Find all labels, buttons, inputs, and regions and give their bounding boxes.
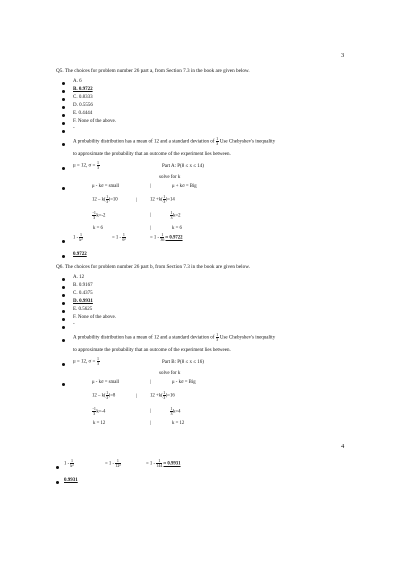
q5-dash: - — [73, 126, 75, 131]
q6-prompt-line2: to approximate the probability that an outcome of the experiment lies between. — [73, 348, 231, 353]
q6-choice-f: F. None of the above. — [73, 315, 116, 320]
q6-left-eq2: $\frac{-1}{3}$ k=-4 — [92, 406, 106, 416]
q5-prompt-line2: to approximate the probability that an outcome of the experiment lies between. — [73, 152, 231, 157]
q6-left-k: k = 12 — [93, 421, 106, 426]
q5-choice-c: C. 0.8333 — [73, 95, 93, 100]
q5-choice-b: B. 0.9722 — [73, 87, 93, 92]
q6-left-eq1: 12 – k( $\frac{1}{3}$ )=8 — [92, 390, 116, 400]
q6-calc-3: = 1 - $\frac{1}{144}$ ≈ 0.9931 — [146, 458, 181, 468]
q6-calc: 1 - $\frac{1}{\text{k²}}$ — [64, 458, 74, 468]
bullet-icon — [62, 240, 65, 243]
bullet-icon — [62, 302, 65, 305]
q5-prompt — [73, 137, 275, 146]
q6-choice-e: E. 0.5625 — [73, 307, 93, 312]
bullet-icon — [62, 143, 65, 146]
q5-choice-f: F. None of the above. — [73, 119, 116, 124]
bullet-icon — [56, 481, 59, 484]
q6-dash: - — [73, 322, 75, 327]
q6-sigma-fraction: $\frac{1}{3}$ — [97, 356, 100, 366]
q5-mu: μ = 12, σ = — [73, 163, 96, 169]
bullet-icon — [62, 122, 65, 125]
q6-choice-a: A. 12 — [73, 275, 85, 280]
bullet-icon — [62, 383, 65, 386]
q5-left-eq1: 12 – k( $\frac{1}{3}$ )=10 — [92, 194, 118, 204]
bullet-icon — [56, 466, 59, 469]
bullet-icon — [62, 167, 65, 170]
q6-solve: solve for k — [159, 371, 181, 376]
q6-right-eq2: $\frac{1}{3}$ k=4 — [170, 406, 181, 416]
q5-solve: solve for k — [159, 175, 181, 180]
q5-prompt-text: A probability distribution has a mean of 12 and a standard deviation of — [73, 139, 215, 145]
bullet-icon — [62, 98, 65, 101]
q5-part: Part A: P(8 ≤ x ≤ 14) — [162, 164, 204, 169]
q5-choice-d: D. 0.5556 — [73, 103, 93, 108]
q5-right-eq1: 12 +k( $\frac{1}{3}$ )=14 — [150, 194, 175, 204]
bullet-icon — [62, 114, 65, 117]
q6-prompt-text-b: Use Chebyshev's inequality — [219, 335, 276, 341]
bullet-icon — [62, 187, 65, 190]
bullet-icon — [62, 318, 65, 321]
q6-answer: 0.9931 — [64, 478, 78, 483]
q5-left-eq2: $\frac{-1}{3}$ k=-2 — [92, 210, 106, 220]
q5-left-k: k = 6 — [93, 226, 103, 231]
q5-calc-2: = 1 - $\frac{1}{\text{6²}}$ — [112, 232, 126, 242]
bullet-icon — [62, 130, 65, 133]
bullet-icon — [62, 294, 65, 297]
page-number-bottom: 4 — [341, 443, 345, 450]
q5-right-eq2: $\frac{1}{3}$ k=2 — [170, 210, 181, 220]
bullet-icon — [62, 82, 65, 85]
q6-choice-b: B. 0.9167 — [73, 283, 93, 288]
bullet-icon — [62, 90, 65, 93]
bullet-icon — [62, 326, 65, 329]
q6-prompt-text: A probability distribution has a mean of 12 and a standard deviation of — [73, 335, 215, 341]
bullet-icon — [62, 255, 65, 258]
q6-mu: μ = 12, σ = — [73, 359, 96, 365]
q5-right-head: μ + kσ = Big — [172, 184, 197, 189]
q5-prompt-text-b: Use Chebyshev's inequality — [219, 139, 276, 145]
q6-prompt-fraction: $\frac{1}{3}$ — [216, 332, 219, 342]
q6-right-eq1: 12 +k( $\frac{1}{3}$ )=16 — [150, 390, 175, 400]
q5-calc-3: = 1 - $\frac{1}{36}$ ≈ 0.9722 — [150, 232, 183, 242]
q5-title: Q5. The choices for problem number 26 part a, from Section 7.3 in the book are given below. — [56, 68, 250, 74]
q5-choice-a: A. 6 — [73, 79, 82, 84]
q6-title: Q6. The choices for problem number 26 part b, from Section 7.3 in the book are given below. — [56, 264, 250, 270]
q5-left-head: μ - kσ = small — [92, 184, 120, 189]
bullet-icon — [62, 310, 65, 313]
q6-left-head: μ - kσ = small — [92, 380, 120, 385]
q5-given — [73, 161, 100, 170]
q6-right-head: μ - kσ = Big — [172, 380, 196, 385]
bullet-icon — [62, 286, 65, 289]
q5-calc: 1 - $\frac{1}{\text{k²}}$ — [73, 232, 83, 242]
bullet-icon — [62, 339, 65, 342]
q5-answer: 0.9722 — [73, 252, 87, 257]
bullet-icon — [62, 106, 65, 109]
q6-part: Part B: P(8 ≤ x ≤ 16) — [162, 360, 204, 365]
bullet-icon — [62, 363, 65, 366]
q5-right-k: k = 6 — [172, 226, 182, 231]
q5-sigma-fraction: $\frac{1}{3}$ — [97, 160, 100, 170]
q5-prompt-fraction: $\frac{1}{3}$ — [216, 136, 219, 146]
q6-given — [73, 357, 100, 366]
bullet-icon — [62, 278, 65, 281]
page-number-top: 3 — [341, 52, 345, 59]
q6-choice-d: D. 0.9931 — [73, 299, 93, 304]
q6-choice-c: C. 0.4375 — [73, 291, 93, 296]
q6-right-k: k = 12 — [172, 421, 185, 426]
q6-prompt — [73, 333, 275, 342]
q6-calc-2: = 1 - $\frac{1}{\text{12²}}$ — [105, 458, 121, 468]
q5-choice-e: E. 0.4444 — [73, 111, 93, 116]
